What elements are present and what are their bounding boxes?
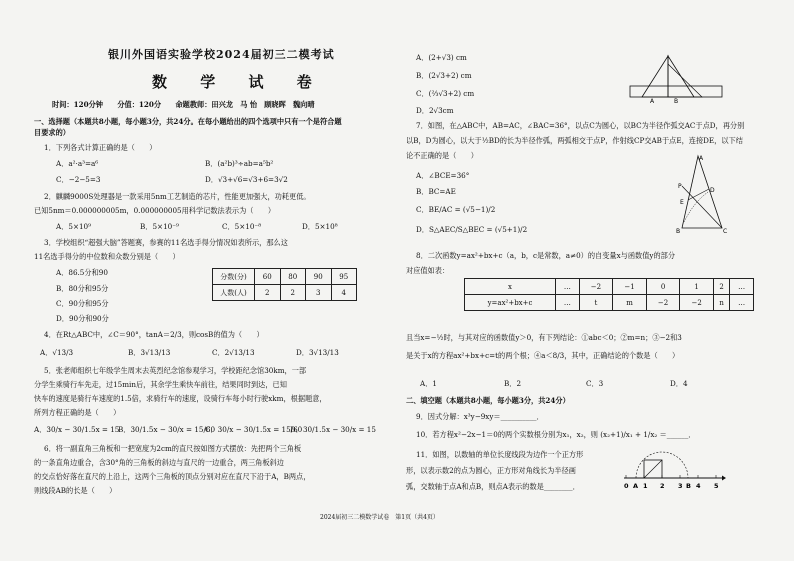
q6-ruler-triangles-figure <box>628 52 724 104</box>
axis-label-4: 4 <box>696 482 701 490</box>
table-cell: … <box>556 295 580 311</box>
q3-line-2: 11名选手得分的中位数和众数分别是（ ） <box>34 252 180 261</box>
q2-option-b: B．5×10⁻⁹ <box>140 222 179 231</box>
q4-option-a: A．√13/3 <box>40 348 74 357</box>
table-cell: 0 <box>646 279 680 295</box>
q2-line-1: 2．麒麟9000S处理器是一款采用5nm工艺制造的芯片，性能更加强大，功耗更低。 <box>44 192 311 201</box>
table-cell: m <box>613 295 647 311</box>
section-1-heading: 一、选择题（本题共8小题，每小题3分，共24分。在每小题给出的四个选项中只有一个是符合题 <box>34 117 342 126</box>
table-cell: 60 <box>255 269 281 285</box>
axis-label-3: 3 <box>678 482 683 490</box>
q6-option-d: D．2√3cm <box>416 106 454 115</box>
table-cell: y=ax²+bx+c <box>465 295 556 311</box>
table-cell: 2 <box>280 285 306 301</box>
axis-label-0: 0 <box>624 482 629 490</box>
axis-label-5: 5 <box>714 482 719 490</box>
svg-text:E: E <box>680 199 684 206</box>
q3-option-b: B．80分和95分 <box>56 284 109 293</box>
svg-text:A: A <box>650 98 655 104</box>
q8-line-2: 对应值如表： <box>406 266 450 275</box>
axis-label-b: B <box>686 482 691 490</box>
q1-stem: 1．下列各式计算正确的是（ ） <box>44 143 157 152</box>
q3-option-a: A．86.5分和90 <box>56 268 108 277</box>
q5-line-4: 所列方程正确的是（ ） <box>34 408 121 417</box>
exam-title: 银川外国语实验学校2024届初三二模考试 <box>108 48 335 61</box>
q5-line-1: 5．张老师组织七年级学生周末去英烈纪念馆参观学习，学校距纪念馆30km，一部 <box>44 366 307 375</box>
page-footer: 2024届初三二模数学试卷 第1页（共4页） <box>320 514 439 521</box>
table-cell: −2 <box>579 279 613 295</box>
q5-line-3: 快车的速度是骑行车速度的1.5倍，求骑行车的速度，设骑行车每小时行驶xkm，根据题意， <box>34 394 327 403</box>
q2-option-c: C．5×10⁻⁸ <box>222 222 262 231</box>
q6-line-4: 则线段AB的长是（ ） <box>34 486 117 495</box>
q4-option-d: D．3√13/13 <box>296 348 339 357</box>
table-cell: −2 <box>646 295 680 311</box>
svg-text:P: P <box>678 183 682 190</box>
exam-meta: 时间：120分钟 分值：120分 命题教师：田兴龙 马 怡 顾晓晖 魏向晴 <box>52 100 315 109</box>
q6-line-1: 6．将一副直角三角板和一把宽度为2cm的直尺按如图方式摆放：先把两个三角板 <box>44 444 302 453</box>
q3-option-d: D．90分和90分 <box>56 314 109 323</box>
q4-stem: 4．在Rt△ABC中，∠C＝90°，tanA＝2/3，则cosB的值为（ ） <box>44 330 264 339</box>
q6-option-a: A．(2+√3) cm <box>416 53 467 62</box>
table-cell: t <box>579 295 613 311</box>
q6-line-3: 的交点恰好落在直尺的上沿上，这两个三角板的顶点分别对应在直尺下沿于A，B两点， <box>34 472 311 481</box>
q6-option-c: C．(⅔√3+2) cm <box>416 89 475 98</box>
q3-score-row <box>213 269 357 285</box>
section-1-heading-cont: 目要求的） <box>34 128 70 137</box>
q8-line-3: 且当x=−½时，与其对应的函数值y＞0，有下列结论：①abc＜0；②m=n；③−2和3 <box>406 333 682 342</box>
axis-label-2: 2 <box>660 482 665 490</box>
q8-x-row <box>465 279 754 295</box>
q7-option-d: D．S△AEC/S△BEC = (√5+1)/2 <box>416 225 528 234</box>
table-cell: 80 <box>280 269 306 285</box>
q6-option-b: B．(2√3+2) cm <box>416 71 472 80</box>
q1-option-a: A．a²·a³=a⁶ <box>56 159 99 168</box>
q8-y-row <box>465 295 754 311</box>
q3-score-table <box>212 268 357 301</box>
q8-line-4: 是关于x的方程ax²+bx+c=t的两个根；④a＜8/3，其中，正确结论的个数是（ ） <box>406 351 680 360</box>
q11-line-1: 11．如图，以数轴的单位长度线段为边作一个正方形 <box>416 450 584 459</box>
q7-triangle-figure <box>668 152 730 234</box>
section-2-heading: 二、填空题（本题共8小题，每小题3分，共24分） <box>406 396 570 405</box>
q4-option-b: B．3√13/13 <box>128 348 171 357</box>
table-cell: 2 <box>255 285 281 301</box>
q7-line-2: 以B，D为圆心，以大于½BD的长为半径作弧，两弧相交于点P，作射线CP交AB于点E，连接DE，以下结 <box>406 136 743 145</box>
table-cell: 90 <box>306 269 332 285</box>
table-cell: … <box>730 295 754 311</box>
q9-text: 9．因式分解：x³y−9xy＝__________． <box>416 412 544 421</box>
q4-option-c: C．2√13/13 <box>212 348 255 357</box>
svg-text:B: B <box>676 228 681 234</box>
q11-line-2: 形，以表示数2的点为圆心，正方形对角线长为半径画 <box>406 466 576 475</box>
q8-option-d: D．4 <box>670 379 688 388</box>
q1-option-d: D．√3+√6=√3+6=3√2 <box>205 175 288 184</box>
q11-number-line-figure <box>622 446 726 492</box>
q7-line-3: 论不正确的是（ ） <box>406 151 478 160</box>
q7-option-c: C．BE/AC = (√5−1)/2 <box>416 205 496 214</box>
table-cell: 95 <box>331 269 357 285</box>
svg-text:B: B <box>674 98 679 104</box>
q2-option-d: D．5×10⁸ <box>302 222 338 231</box>
subject-title: 数 学 试 卷 <box>152 73 326 91</box>
q1-option-c: C．−2−5=3 <box>56 175 101 184</box>
axis-label-1: 1 <box>643 482 648 490</box>
q3-line-1: 3．学校组织“超强大脑”答题赛，参赛的11名选手得分情况如表所示，那么这 <box>44 238 288 247</box>
q1-option-b: B．(a²b)³÷ab=a⁵b² <box>205 159 274 168</box>
table-cell: 2 <box>713 279 729 295</box>
q7-option-a: A．∠BCE=36° <box>416 171 470 180</box>
table-cell: 1 <box>680 279 714 295</box>
table-cell: 3 <box>306 285 332 301</box>
table-cell: x <box>465 279 556 295</box>
q5-line-2: 分学生乘骑行车先走，过15min后，其余学生乘快车前往，结果同时到达，已知 <box>34 380 287 389</box>
svg-text:D: D <box>710 187 715 194</box>
q10-text: 10．若方程x²−2x−1＝0的两个实数根分别为x₁，x₂，则 (x₂+1)/x₁ + 1/x₂ ＝______． <box>416 430 696 439</box>
q5-option-a: A．30/x − 30/1.5x = 15 <box>34 425 120 434</box>
table-cell: n <box>713 295 729 311</box>
q6-line-2: 的一条直角边重合，含30°角的三角板的斜边与直尺的一边重合，两三角板斜边 <box>34 458 284 467</box>
q8-option-a: A．1 <box>420 379 437 388</box>
table-cell: … <box>556 279 580 295</box>
q3-option-c: C．90分和95分 <box>56 299 109 308</box>
q5-option-d: D．30/1.5x − 30/x = 15 <box>290 425 376 434</box>
q8-value-table <box>464 278 754 311</box>
q8-option-c: C．3 <box>586 379 604 388</box>
q8-option-b: B．2 <box>504 379 522 388</box>
table-cell: −1 <box>613 279 647 295</box>
table-cell: … <box>730 279 754 295</box>
svg-text:A: A <box>699 155 704 162</box>
q2-line-2: 已知5nm＝0.000000005m，0.000000005用科学记数法表示为（ ） <box>34 206 276 215</box>
table-cell: 分数(分) <box>213 269 255 285</box>
q7-line-1: 7．如图，在△ABC中，AB=AC，∠BAC=36°，以点C为圆心，以BC为半径作弧交AC于点D，再分别 <box>416 121 745 130</box>
table-cell: −2 <box>680 295 714 311</box>
table-cell: 4 <box>331 285 357 301</box>
q5-option-c: C．30/x − 30/1.5x = 15/60 <box>205 425 303 434</box>
q3-count-row <box>213 285 357 301</box>
svg-text:C: C <box>723 228 728 234</box>
q2-option-a: A．5×10⁹ <box>56 222 92 231</box>
q8-line-1: 8．二次函数y=ax²+bx+c（a，b，c是常数，a≠0）的自变量x与函数值y的部分 <box>416 251 676 260</box>
q5-option-b: B．30/1.5x − 30/x = 15/60 <box>118 425 216 434</box>
axis-label-a: A <box>633 482 639 490</box>
table-cell: 人数(人) <box>213 285 255 301</box>
q7-option-b: B．BC=AE <box>416 187 456 196</box>
q11-line-3: 弧，交数轴于点A和点B，则点A表示的数是________． <box>406 482 580 491</box>
